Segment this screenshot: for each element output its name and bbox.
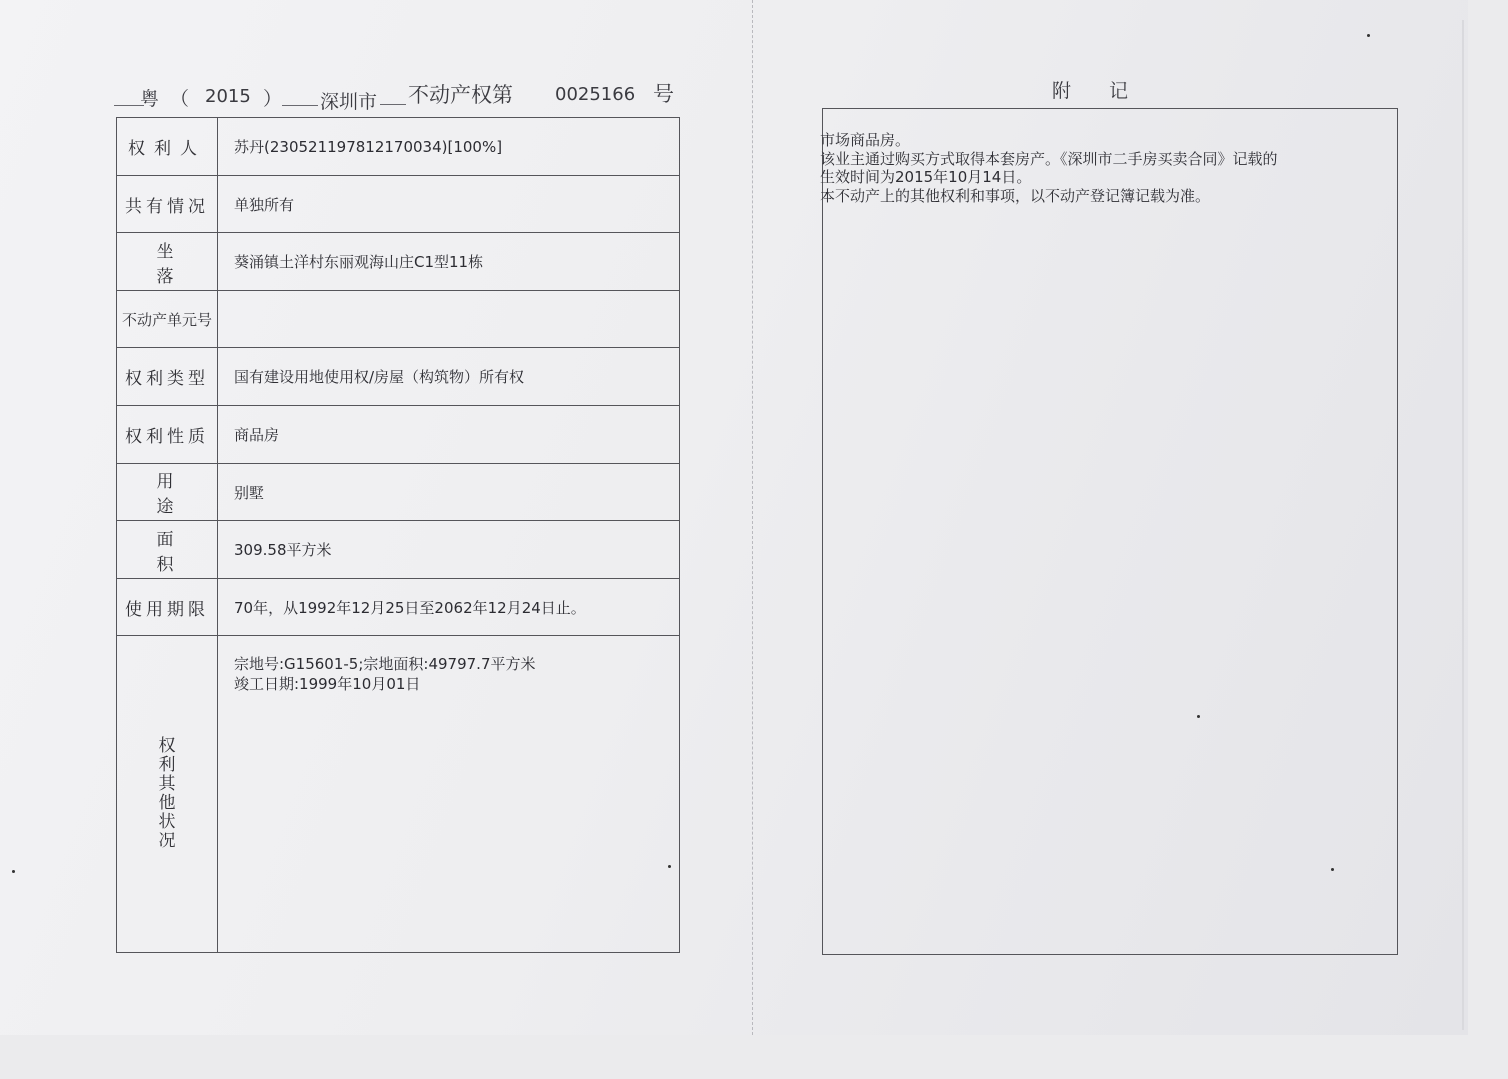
row-label: 共有情况 — [117, 176, 218, 233]
center-fold-line — [752, 0, 753, 1035]
row-value-location: 葵涌镇土洋村东丽观海山庄C1型11栋 — [218, 233, 680, 291]
header-underline — [114, 105, 144, 106]
row-value-holder: 苏丹(230521197812170034)[100%] — [218, 118, 680, 176]
row-value-other-status — [218, 636, 680, 953]
sheet-edge — [1462, 20, 1464, 1030]
table-row — [117, 233, 680, 291]
paper-speck — [1331, 868, 1334, 871]
row-label: 使用期限 — [117, 579, 218, 636]
table-row — [117, 348, 680, 406]
row-label: 坐落 — [117, 233, 218, 291]
table-row — [117, 291, 680, 348]
row-label: 权利类型 — [117, 348, 218, 406]
table-row — [117, 464, 680, 521]
header-underline — [380, 104, 406, 105]
row-label: 面积 — [117, 521, 218, 579]
other-status-line: 宗地号:G15601-5;宗地面积:49797.7平方米 — [234, 655, 536, 673]
header-city: 深圳市 — [320, 91, 378, 113]
row-label: 权利人 — [117, 118, 218, 176]
row-label-other — [117, 636, 218, 953]
row-value-term: 70年，从1992年12月25日至2062年12月24日止。 — [218, 579, 680, 636]
row-value-unit-number — [218, 291, 680, 348]
other-status-label: 权利其他状况 — [158, 736, 176, 851]
row-value-area: 309.58平方米 — [218, 521, 680, 579]
header-year: 2015 — [205, 86, 251, 107]
paper-speck — [12, 870, 15, 873]
row-value-right-type: 国有建设用地使用权/房屋（构筑物）所有权 — [218, 348, 680, 406]
header-cert-type: 不动产权第 — [408, 83, 513, 107]
row-label: 权利性质 — [117, 406, 218, 464]
header-underline — [282, 105, 318, 106]
header-paren-open: （ — [170, 88, 190, 110]
paper-speck — [1367, 34, 1370, 37]
header-cert-number: 0025166 — [555, 84, 636, 105]
annex-line: 市场商品房。 — [820, 131, 911, 149]
annex-line: 生效时间为2015年10月14日。 — [820, 168, 1032, 186]
row-value-usage: 别墅 — [218, 464, 680, 521]
other-status-line: 竣工日期:1999年10月01日 — [234, 675, 421, 693]
annex-line: 该业主通过购买方式取得本套房产。《深圳市二手房买卖合同》记载的 — [820, 149, 1278, 168]
certificate-table — [116, 117, 680, 953]
row-label: 不动产单元号 — [117, 291, 218, 348]
header-province: 粤 — [140, 88, 160, 110]
table-row — [117, 579, 680, 636]
header-suffix: 号 — [653, 82, 674, 106]
row-value-right-nature: 商品房 — [218, 406, 680, 464]
annex-box — [822, 108, 1398, 955]
annex-line: 本不动产上的其他权利和事项，以不动产登记簿记载为准。 — [820, 186, 1211, 205]
row-label: 用途 — [117, 464, 218, 521]
annex-notes — [820, 131, 1278, 205]
row-value-co-ownership: 单独所有 — [218, 176, 680, 233]
header-paren-close: ） — [263, 88, 283, 110]
paper-speck — [668, 865, 671, 868]
table-row — [117, 521, 680, 579]
table-row — [117, 118, 680, 176]
paper-speck — [1197, 715, 1200, 718]
annex-title: 附 记 — [1052, 80, 1129, 102]
table-row — [117, 406, 680, 464]
table-row — [117, 636, 680, 953]
table-row — [117, 176, 680, 233]
